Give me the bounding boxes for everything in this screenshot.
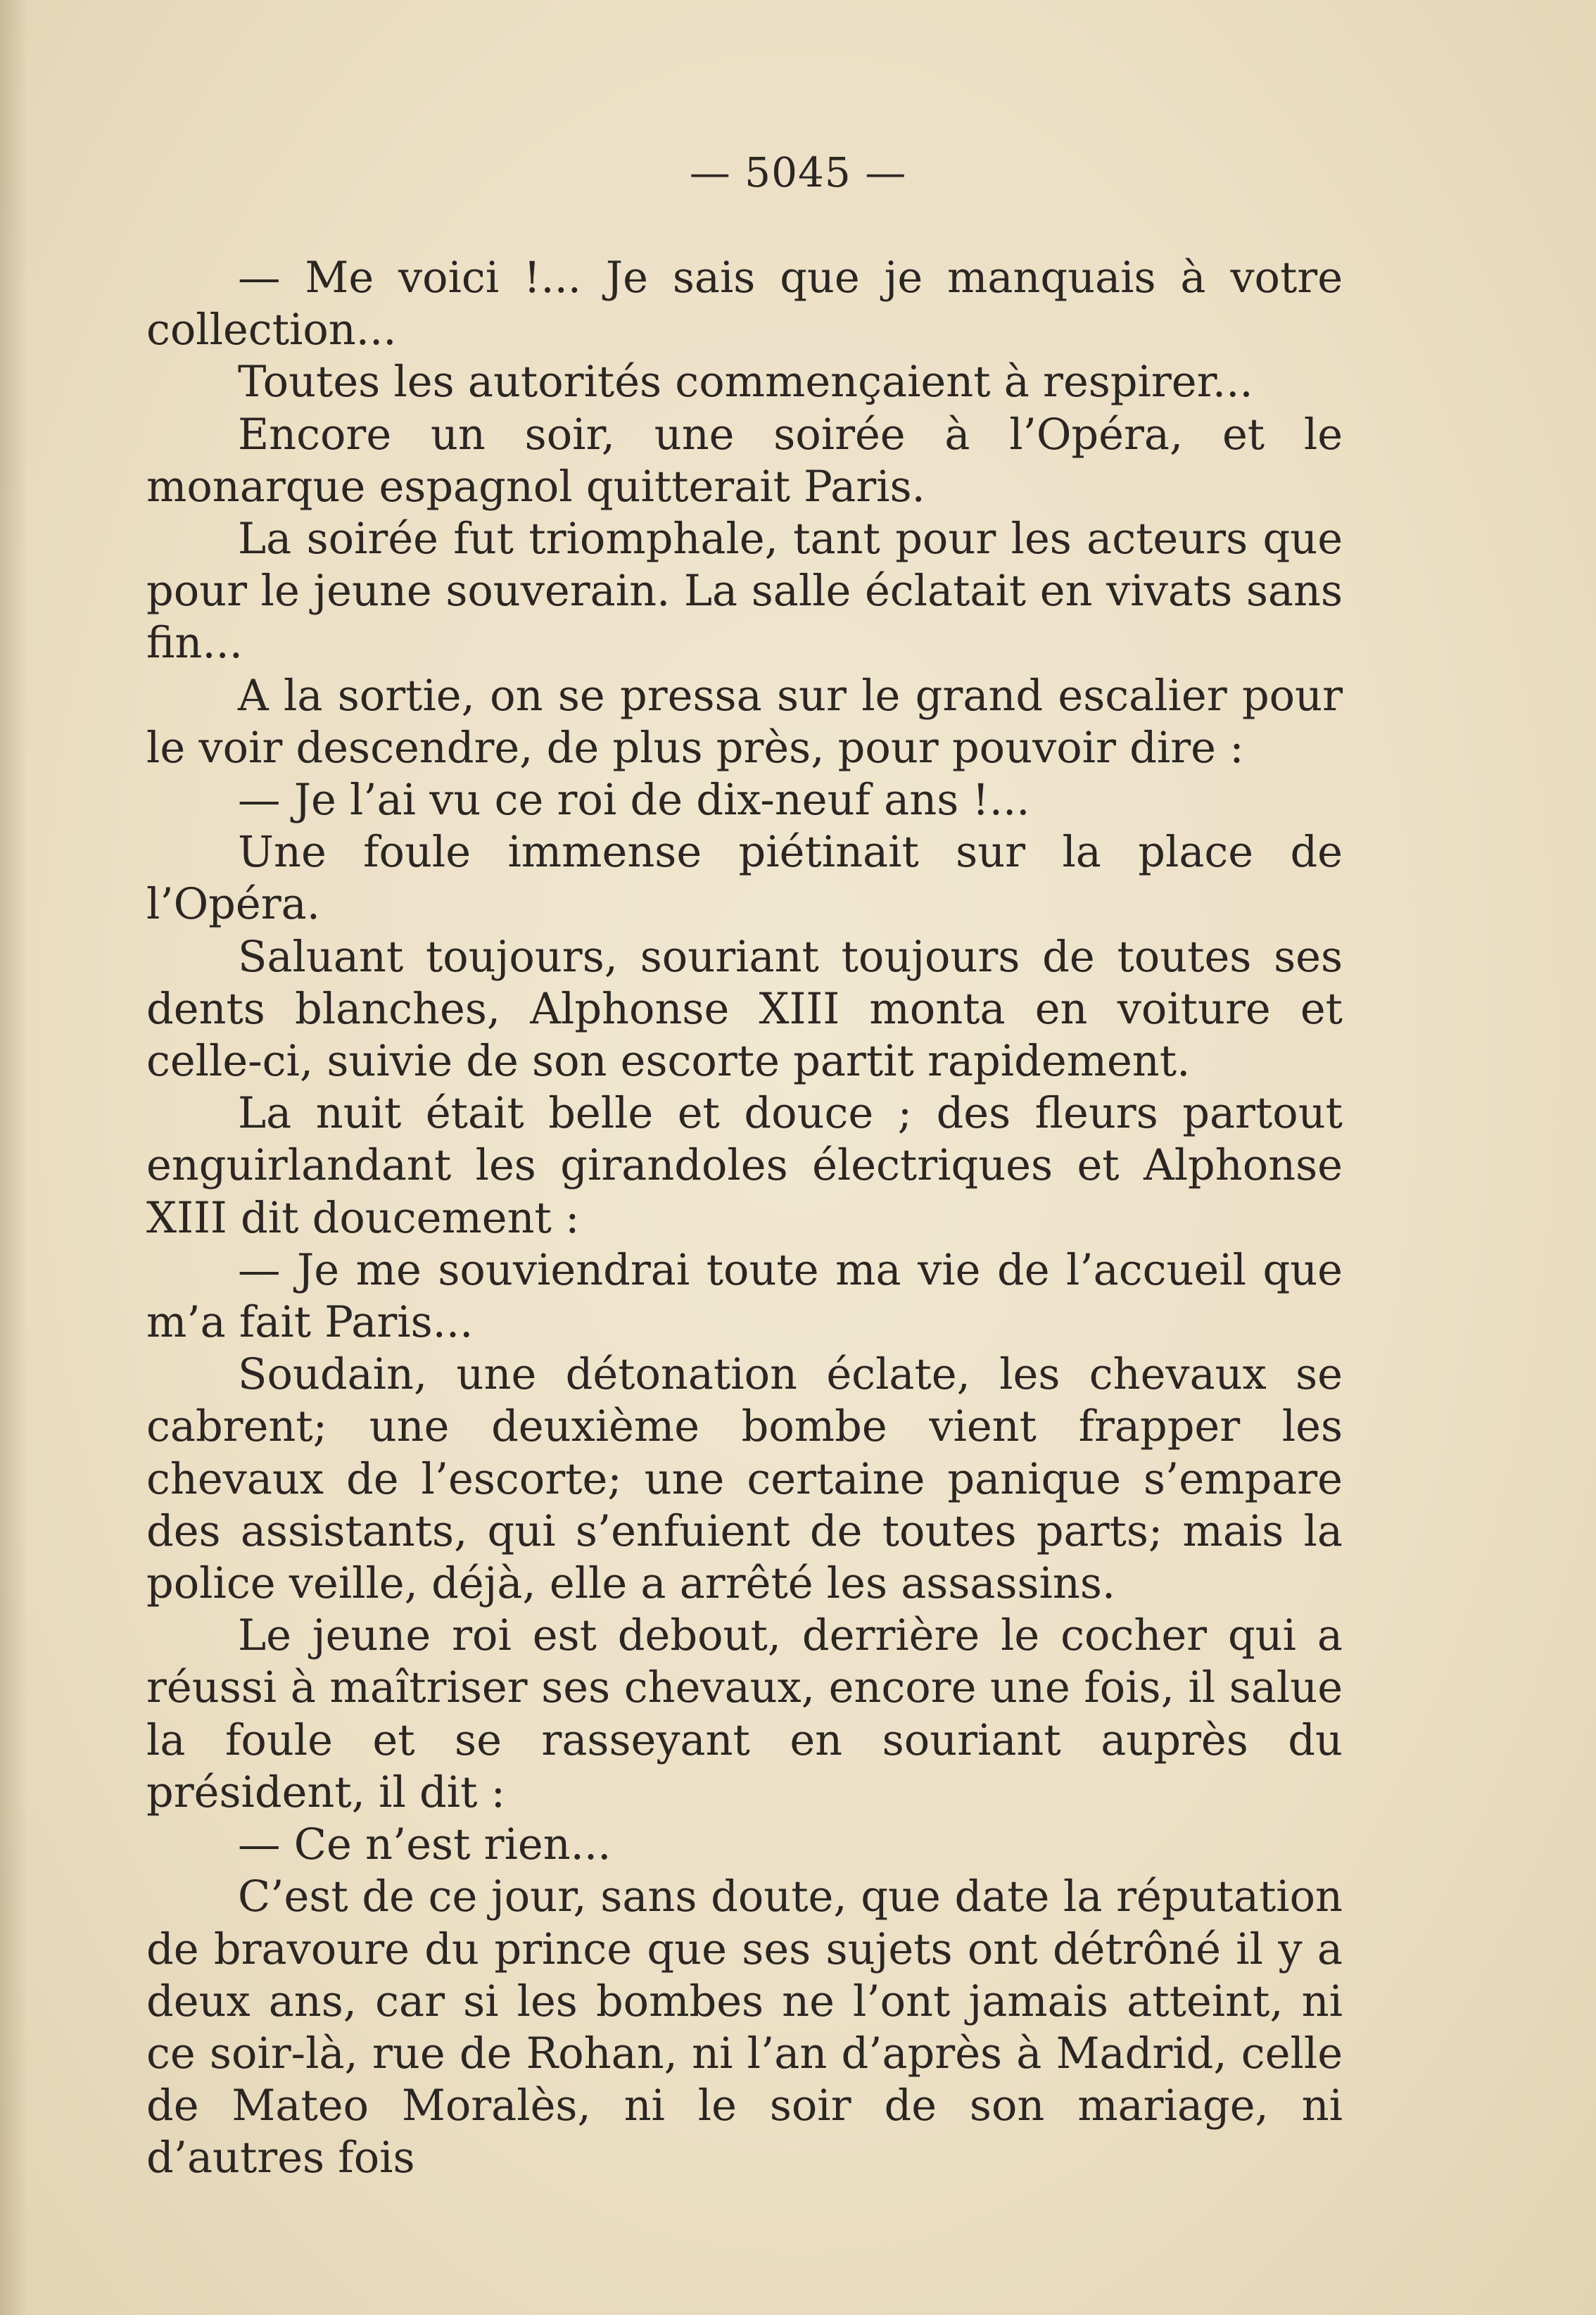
body-text [146, 252, 1343, 2185]
paragraph: — Me voici !... Je sais que je manquais à votre collection... [146, 253, 1343, 355]
paragraph: Saluant toujours, souriant toujours de toutes ses dents blanches, Alphonse XIII monta en voiture et celle-ci, suivie de son escorte partit rapidement. [146, 932, 1343, 1087]
paragraph: La soirée fut triomphale, tant pour les acteurs que pour le jeune souverain. La salle éclatait en vivats sans fin... [146, 515, 1343, 669]
paragraph: Une foule immense piétinait sur la place de l’Opéra. [146, 828, 1343, 930]
paragraph: — Ce n’est rien... [238, 1820, 612, 1870]
paragraph: La nuit était belle et douce ; des fleurs partout enguirlandant les girandoles électriques et Alphonse XIII dit doucement : [146, 1089, 1343, 1243]
paragraph: Toutes les autorités commençaient à respirer... [238, 358, 1253, 408]
paragraph: Soudain, une détonation éclate, les chevaux se cabrent; une deuxième bombe vient frapper les chevaux de l’escorte; une certaine panique s’empare des assistants, qui s’enfuient de toutes parts; mais la police veille, déjà, elle a arrêté les assassins. [146, 1350, 1343, 1609]
paragraph: A la sortie, on se pressa sur le grand escalier pour le voir descendre, de plus près, pour pouvoir dire : [146, 671, 1343, 773]
paragraph: — Je l’ai vu ce roi de dix-neuf ans !... [238, 776, 1030, 826]
paragraph: Le jeune roi est debout, derrière le cocher qui a réussi à maîtriser ses chevaux, encore une fois, il salue la foule et se rasseyant en souriant auprès du président, il dit : [146, 1611, 1343, 1817]
paragraph: C’est de ce jour, sans doute, que date la réputation de bravoure du prince que ses sujets ont détrôné il y a deux ans, car si les bombes ne l’ont jamais atteint, ni ce soir-là, rue de Rohan, ni l’an d’après à Madrid, celle de Mateo Moralès, ni le soir de son mariage, ni d’autres fois [146, 1872, 1343, 2183]
page-edge-shadow [0, 0, 28, 2315]
paragraph: — Je me souviendrai toute ma vie de l’accueil que m’a fait Paris... [146, 1245, 1343, 1348]
page-number: — 5045 — [689, 149, 907, 196]
paragraph: Encore un soir, une soirée à l’Opéra, et le monarque espagnol quitterait Paris. [146, 410, 1343, 512]
